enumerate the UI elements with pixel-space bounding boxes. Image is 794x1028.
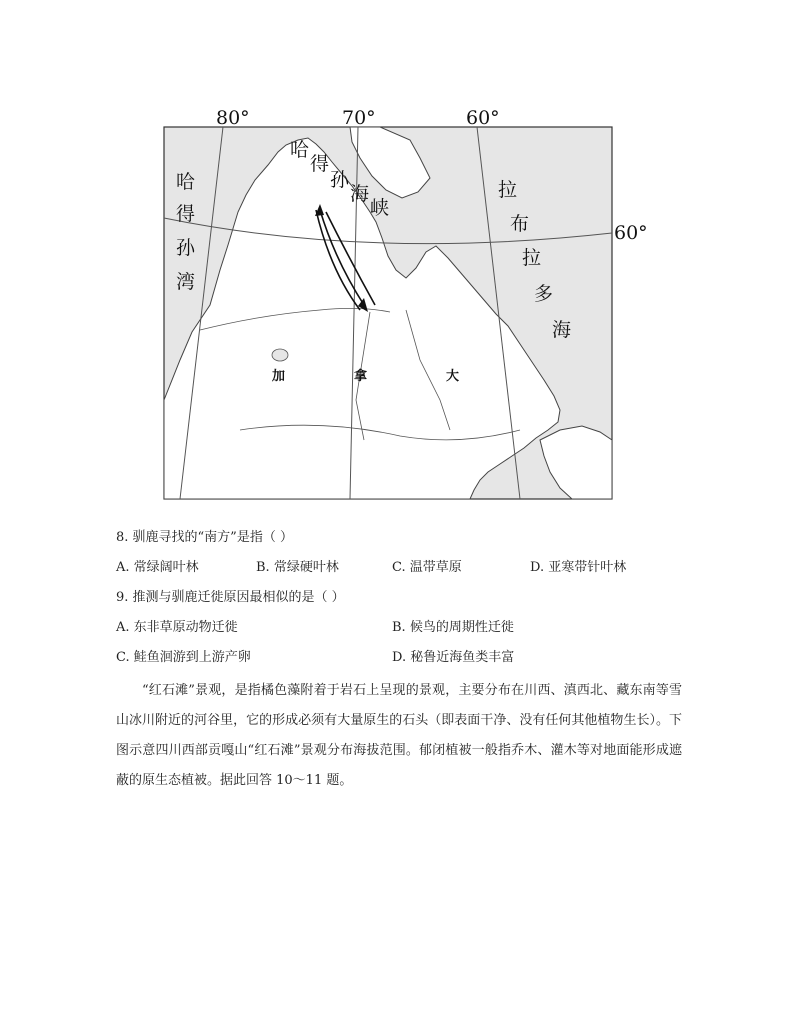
label-hudson-strait-3: 孙 xyxy=(330,169,350,191)
label-hudson-bay-4: 湾 xyxy=(176,271,196,293)
label-hudson-strait-2: 得 xyxy=(310,153,330,175)
passage-paragraph: “红石滩”景观，是指橘色藻附着于岩石上呈现的景观，主要分布在川西、滇西北、藏东南等雪山冰川附近的河谷里，它的形成必须有大量原生的石头（即表面干净、没有任何其他植物生长）。下图示意四川西部贡嘎山“红石滩”景观分布海拔范围。郁闭植被一般指乔木、灌木等对地面能形成遮蔽的原生态植被。据此回答 10～11 题。 xyxy=(116,683,682,788)
label-labrador-sea-1: 拉 xyxy=(498,179,518,201)
q9-option-c: C. 鲑鱼洄游到上游产卵 xyxy=(116,650,251,665)
lon-label-70: 70° xyxy=(342,107,376,129)
lat-label-60: 60° xyxy=(614,222,648,244)
question-8-stem: 8. 驯鹿寻找的“南方”是指（ ） xyxy=(116,530,293,545)
q9-option-a: A. 东非草原动物迁徙 xyxy=(116,620,238,635)
q8-option-c: C. 温带草原 xyxy=(392,560,462,575)
label-labrador-sea-3: 拉 xyxy=(522,247,542,269)
label-canada-3: 大 xyxy=(446,369,460,384)
q8-option-b: B. 常绿硬叶林 xyxy=(256,560,339,575)
question-9-stem: 9. 推测与驯鹿迁徙原因最相似的是（ ） xyxy=(116,590,345,605)
label-hudson-bay-1: 哈 xyxy=(176,171,196,193)
label-canada-2: 拿 xyxy=(354,369,368,384)
lon-label-60: 60° xyxy=(466,107,500,129)
label-labrador-sea-2: 布 xyxy=(510,213,530,235)
label-labrador-sea-5: 海 xyxy=(552,319,572,341)
map-svg xyxy=(120,100,660,505)
map-lake xyxy=(272,349,288,361)
label-labrador-sea-4: 多 xyxy=(534,283,554,305)
label-hudson-bay-3: 孙 xyxy=(176,237,196,259)
q8-option-d: D. 亚寒带针叶林 xyxy=(530,560,627,575)
q8-option-a: A. 常绿阔叶林 xyxy=(116,560,199,575)
q9-option-d: D. 秘鲁近海鱼类丰富 xyxy=(392,650,515,665)
label-canada-1: 加 xyxy=(272,369,286,384)
label-hudson-bay-2: 得 xyxy=(176,203,196,225)
map-figure xyxy=(120,100,660,505)
q9-option-b: B. 候鸟的周期性迁徙 xyxy=(392,620,514,635)
lon-label-80: 80° xyxy=(216,107,250,129)
label-hudson-strait-1: 哈 xyxy=(290,139,310,161)
label-hudson-strait-5: 峡 xyxy=(370,197,390,219)
label-hudson-strait-4: 海 xyxy=(350,183,370,205)
